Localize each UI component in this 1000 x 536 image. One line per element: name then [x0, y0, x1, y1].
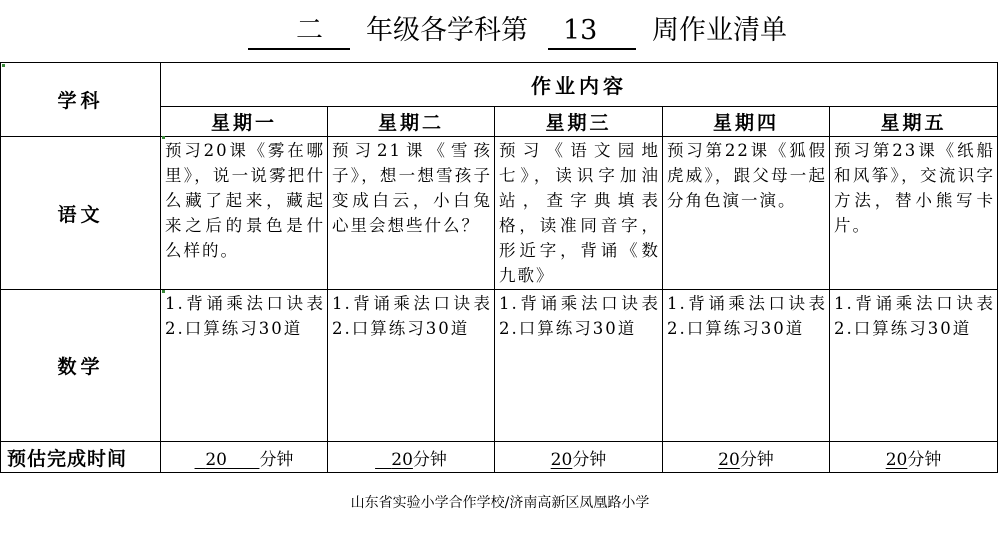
- title-grade-suffix: 年级各学科第: [366, 15, 528, 46]
- cell-marker: [2, 64, 5, 67]
- table-row-math: [1, 290, 998, 442]
- time-tue-unit: 分钟: [412, 449, 447, 470]
- grade-underline: [248, 48, 350, 50]
- table-row-chinese: [1, 137, 998, 290]
- time-mon-num: 20: [205, 449, 227, 470]
- title-grade: 二: [296, 15, 323, 46]
- time-fri-unit: 分钟: [907, 449, 942, 470]
- day-header-mon: 星期一: [161, 107, 328, 137]
- math-fri: 1.背诵乘法口诀表 2.口算练习30道: [830, 290, 998, 442]
- time-wed-unit: 分钟: [572, 449, 607, 470]
- time-mon: [161, 442, 328, 473]
- chinese-wed: 预习《语文园地七》，读识字加油站，查字典填表格，读准同音字，形近字，背诵《数九歌》: [495, 137, 663, 290]
- time-wed-num: 20: [550, 449, 573, 470]
- week-underline: [548, 48, 636, 50]
- chinese-mon: 预习20课《雾在哪里》，说一说雾把什么藏了起来，藏起来之后的景色是什么样的。: [161, 137, 328, 290]
- chinese-tue: 预习21课《雪孩子》，想一想雪孩子变成白云，小白兔心里会想些什么？: [328, 137, 495, 290]
- time-tue: [328, 442, 495, 473]
- table-row-estimate: [1, 442, 998, 473]
- day-header-fri: 星期五: [830, 107, 998, 137]
- time-thu-num: 20: [718, 449, 740, 470]
- page-title: [0, 0, 1000, 62]
- day-header-tue: 星期二: [328, 107, 495, 137]
- title-week-suffix: 周作业清单: [652, 15, 787, 46]
- day-header-thu: 星期四: [663, 107, 830, 137]
- time-thu: [663, 442, 830, 473]
- subject-math: 数学: [1, 290, 161, 442]
- time-fri-num: 20: [885, 449, 908, 470]
- cell-marker: [162, 136, 165, 139]
- time-fri: [830, 442, 998, 473]
- subject-chinese: 语文: [1, 137, 161, 290]
- math-mon: 1.背诵乘法口诀表 2.口算练习30道: [161, 290, 328, 442]
- title-week: 13: [563, 15, 598, 46]
- time-tue-num: 20: [391, 449, 413, 470]
- chinese-thu: 预习第22课《狐假虎威》，跟父母一起分角色演一演。: [663, 137, 830, 290]
- math-wed: 1.背诵乘法口诀表 2.口算练习30道: [495, 290, 663, 442]
- footer-school: 山东省实验小学合作学校/济南高新区凤凰路小学: [350, 495, 650, 511]
- chinese-fri: 预习第23课《纸船和风筝》，交流识字方法，替小熊写卡片。: [830, 137, 998, 290]
- cell-marker: [162, 290, 165, 293]
- day-header-wed: 星期三: [495, 107, 663, 137]
- homework-table: [0, 62, 998, 473]
- math-thu: 1.背诵乘法口诀表 2.口算练习30道: [663, 290, 830, 442]
- time-mon-unit: 分钟: [259, 449, 294, 470]
- time-thu-unit: 分钟: [739, 449, 774, 470]
- math-tue: 1.背诵乘法口诀表 2.口算练习30道: [328, 290, 495, 442]
- content-header: 作业内容: [161, 63, 998, 107]
- subject-header: 学科: [1, 63, 161, 137]
- estimate-label: 预估完成时间: [1, 442, 161, 473]
- time-wed: [495, 442, 663, 473]
